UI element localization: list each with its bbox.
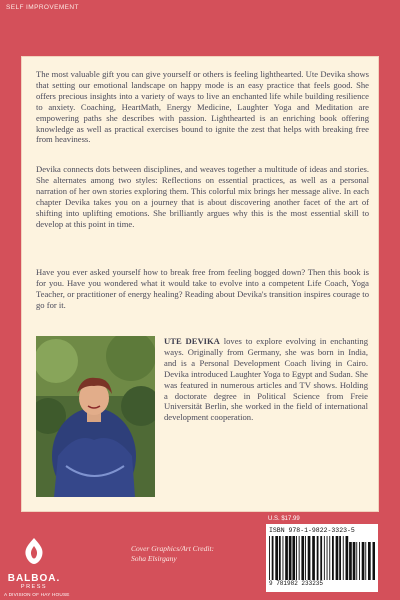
isbn-barcode xyxy=(266,524,378,592)
description-paragraph-2: Devika connects dots between disciplines, and weaves together a multitude of ideas and stories. She alternates among two styles: Reflections on essential practices, as well as a personal narration of her own stories exploring them. This colorful mix brings her message alive. In each chapter Devika takes you on a journey that is about discovering another facet of the art of shifting into uplifting emotions. She brilliantly argues why this is the most essential skill to develop at this point in time. xyxy=(36,164,369,229)
price-label: U.S. $17.99 xyxy=(268,516,300,522)
barcode-bars xyxy=(269,536,375,580)
publisher-division: A DIVISION OF HAY HOUSE xyxy=(4,592,70,597)
publisher-logo xyxy=(4,536,70,597)
isbn-number: ISBN 978-1-9822-3323-5 xyxy=(269,527,355,534)
barcode-digits: 9 781982 233235 xyxy=(269,580,324,587)
publisher-sub: PRESS xyxy=(20,584,48,590)
back-cover-text-panel xyxy=(21,56,379,512)
author-bio-text: loves to explore evolving in enchanting ways. Originally from Germany, she was born in India, and is a Personal Development Coach living in Cairo. Devika introduced Laughter Yoga to Egypt and Sudan. She was featured in numerous articles and TV shows. Holding a doctorate degree in Political Science from Freie Universität Berlin, she worked in the field of international development cooperation. xyxy=(164,336,368,423)
cover-credit xyxy=(131,544,214,564)
author-photo xyxy=(36,336,155,497)
description-paragraph-3: Have you ever asked yourself how to break free from feeling bogged down? Then this book is for you. Have you wondered what it would take to evolve into a competent Life Coach, Yoga Teacher, or practitioner of energy healing? Reading about Devika's transition inspires courage to go for it. xyxy=(36,267,369,310)
category-label: SELF IMPROVEMENT xyxy=(6,4,79,11)
description-paragraph-1: The most valuable gift you can give yourself or others is feeling lighthearted. Ute Devika shows that setting our emotional landscape on happy mode is an easy practice that feels good. She offers precious insights into a variety of ways to live an enchanted life while building resilience to anxiety. Coaching, HeartMath, Energy Medicine, Laughter Yoga and Meditation are empowering paths she describes with passion. Lighthearted is an enriching book offering knowledge as well as practical exercises bound to ignite the zest that helps with breaking free from heaviness. xyxy=(36,69,369,145)
publisher-name: BALBOA. xyxy=(7,573,61,584)
cover-credit-line1: Cover Graphics/Art Credit: xyxy=(131,544,215,553)
author-bio xyxy=(164,336,368,423)
cover-credit-line2: Soha Elsirgany xyxy=(131,554,177,563)
balboa-flame-icon xyxy=(19,536,49,566)
author-name: UTE DEVIKA xyxy=(164,336,220,346)
